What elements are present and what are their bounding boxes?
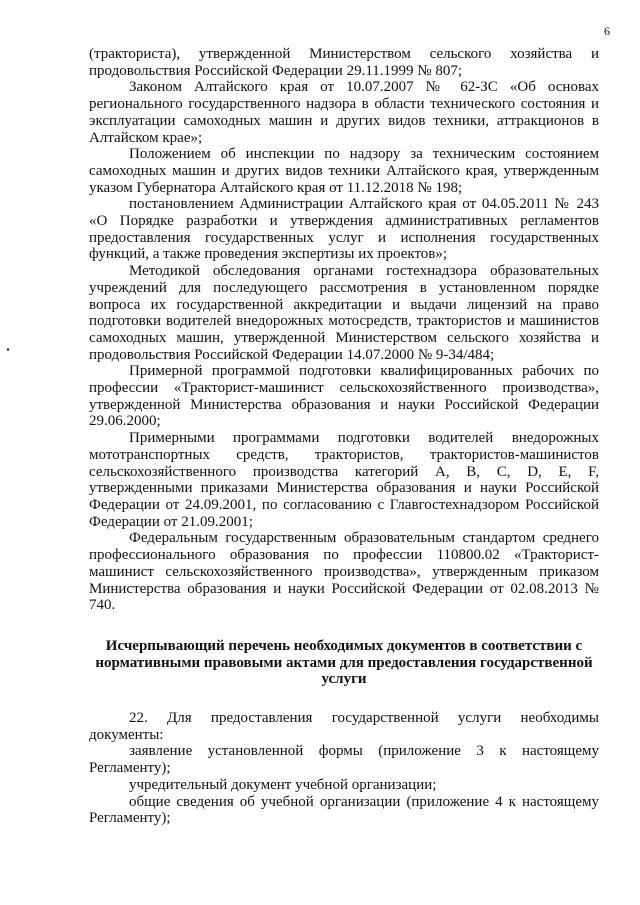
- paragraph: (тракториста), утвержденной Министерством сельского хозяйства и продовольствия Российской Федерации 29.11.1999 № 807;: [89, 46, 599, 79]
- list-paragraph: общие сведения об учебной организации (приложение 4 к настоящему Регламенту);: [89, 793, 599, 827]
- paragraph: постановлением Администрации Алтайского края от 04.05.2011 № 243 «О Порядке разработки и утверждения административных регламентов предоставления государственных услуг и исполнения государственных функций, а также проведения экспертизы их проектов»;: [89, 196, 599, 263]
- legal-basis-list: [89, 46, 599, 614]
- paragraph: Федеральным государственным образовательным стандартом среднего профессионального образования по профессии 110800.02 «Тракторист-машинист сельскохозяйственного производства», утвержденным приказом Министерства образования и науки Российской Федерации от 02.08.2013 № 740.: [89, 530, 599, 614]
- list-paragraph: 22. Для предоставления государственной услуги необходимы документы:: [89, 710, 599, 743]
- heading-spacer: [89, 688, 599, 710]
- paragraph: Примерными программами подготовки водителей внедорожных мототранспортных средств, трактористов, трактористов-машинистов сельскохозяйственного производства категорий A, B, C, D, E, F, утвержденными приказами Министерства образования и науки Российской Федерации от 24.09.2001, по согласованию с Главгостехнадзором Российской Федерации от 21.09.2001;: [89, 430, 599, 530]
- page-number: 6: [604, 24, 610, 38]
- required-documents-list: [89, 710, 599, 827]
- paragraph: Примерной программой подготовки квалифицированных рабочих по профессии «Тракторист-машинист сельскохозяйственного производства», утвержденной Министерства образования и науки Российской Федерации 29.06.2000;: [89, 363, 599, 430]
- section-heading: Исчерпывающий перечень необходимых документов в соответствии с нормативными правовыми актами для предоставления государственной услуги: [95, 637, 593, 688]
- paragraph: Законом Алтайского края от 10.07.2007 № 62-ЗС «Об основах регионального государственного надзора в области технического состояния и эксплуатации самоходных машин и других видов техники, аттракционов в Алтайском крае»;: [89, 79, 599, 146]
- list-paragraph: учредительный документ учебной организации;: [129, 776, 437, 793]
- scan-artifact-mark: [7, 348, 9, 351]
- paragraph: Методикой обследования органами гостехнадзора образовательных учреждений для последующего рассмотрения в установленном порядке вопроса их государственной аккредитации и выдачи лицензий на право подготовки водителей внедорожных мотосредств, трактористов и машинистов самоходных машин, утвержденной Министерством сельского хозяйства и продовольствия Российской Федерации 14.07.2000 № 9-34/484;: [89, 263, 599, 363]
- list-paragraph: заявление установленной формы (приложение 3 к настоящему Регламенту);: [89, 743, 599, 777]
- document-body: [89, 46, 599, 827]
- paragraph: Положением об инспекции по надзору за техническим состоянием самоходных машин и других видов техники Алтайского края, утвержденным указом Губернатора Алтайского края от 11.12.2018 № 198;: [89, 146, 599, 196]
